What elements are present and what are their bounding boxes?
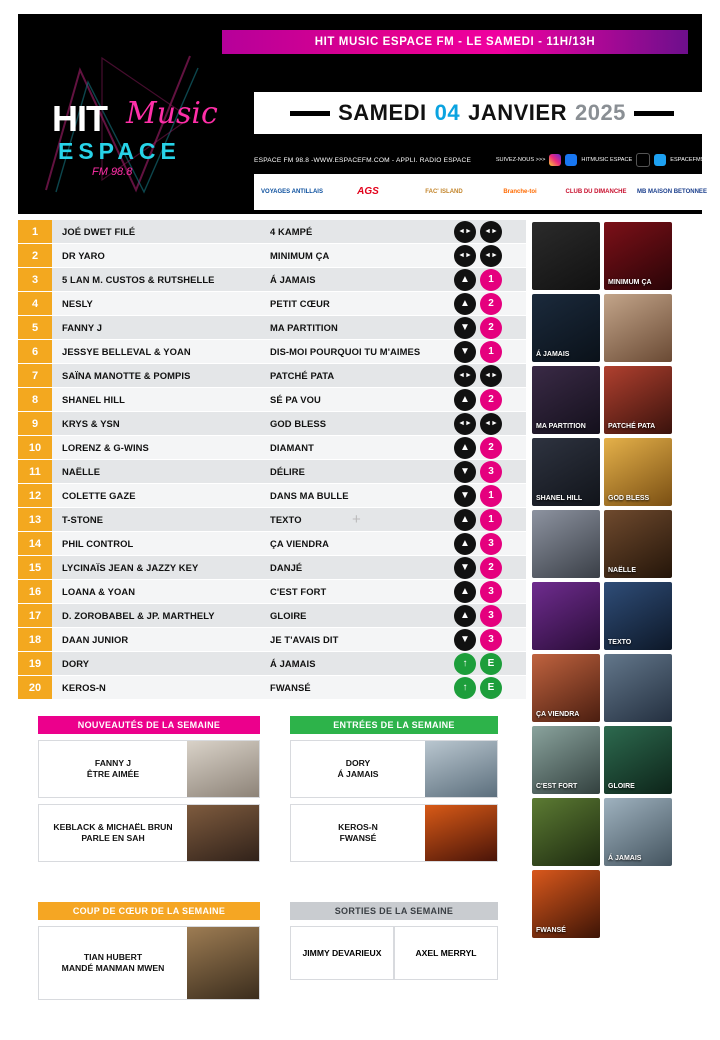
cover-art-label: SHANEL HILL bbox=[536, 494, 583, 502]
weeks-badge: 2 bbox=[480, 389, 502, 411]
table-row bbox=[18, 244, 526, 267]
cover-art bbox=[532, 510, 600, 578]
trend-down-icon: ▼ bbox=[454, 557, 476, 579]
artist-cell: FANNY J bbox=[62, 322, 103, 333]
cover-art bbox=[532, 798, 600, 866]
badge-group bbox=[454, 413, 526, 435]
title-cell: DANS MA BULLE bbox=[270, 490, 349, 501]
trend-down-icon: ▼ bbox=[454, 317, 476, 339]
trend-new-icon: ↑ bbox=[454, 677, 476, 699]
rank-cell: 11 bbox=[18, 460, 52, 483]
follow-label: SUIVEZ-NOUS >>> bbox=[495, 157, 546, 163]
panel-entrees-title: ENTRÉES DE LA SEMAINE bbox=[290, 716, 498, 734]
badge-group bbox=[454, 509, 526, 531]
title-cell: TEXTO bbox=[270, 514, 302, 525]
rank-cell: 6 bbox=[18, 340, 52, 363]
sponsor-strip bbox=[254, 174, 710, 210]
table-row bbox=[18, 604, 526, 627]
cover-art bbox=[604, 582, 672, 650]
row-body bbox=[52, 580, 526, 603]
sponsor-club-du-dimanche: CLUB DU DIMANCHE bbox=[565, 188, 627, 195]
rank-cell: 10 bbox=[18, 436, 52, 459]
table-row bbox=[18, 484, 526, 507]
weeks-badge: ◄► bbox=[480, 221, 502, 243]
panel-nouveautes-title: NOUVEAUTÉS DE LA SEMAINE bbox=[38, 716, 260, 734]
title-cell: FWANSÉ bbox=[270, 682, 311, 693]
artist-cell: COLETTE GAZE bbox=[62, 490, 136, 501]
logo-espace-text: ESPACE bbox=[58, 138, 181, 164]
table-row bbox=[18, 532, 526, 555]
logo-fm-text: FM 98.8 bbox=[92, 166, 133, 178]
panel-sorties bbox=[290, 902, 498, 980]
entree-2-cover bbox=[425, 805, 497, 861]
table-row bbox=[18, 628, 526, 651]
row-body bbox=[52, 460, 526, 483]
trend-down-icon: ▼ bbox=[454, 461, 476, 483]
row-body bbox=[52, 508, 526, 531]
cover-art-label: Á JAMAIS bbox=[536, 350, 570, 358]
entree-2-title: FWANSÉ bbox=[339, 833, 377, 843]
row-body bbox=[52, 340, 526, 363]
rank-cell: 18 bbox=[18, 628, 52, 651]
cover-art-label: GOD BLESS bbox=[608, 494, 650, 502]
rank-cell: 1 bbox=[18, 220, 52, 243]
cover-art bbox=[604, 294, 672, 362]
date-bar bbox=[254, 92, 710, 134]
badge-group bbox=[454, 437, 526, 459]
nouveaute-2-artist: KEBLACK & MICHAËL BRUN bbox=[53, 822, 173, 833]
date-month: JANVIER bbox=[468, 100, 567, 125]
table-row bbox=[18, 556, 526, 579]
weeks-badge: E bbox=[480, 653, 502, 675]
cover-art-label: PATCHÉ PATA bbox=[608, 422, 656, 430]
cover-art-label: Á JAMAIS bbox=[608, 854, 642, 862]
trend-up-icon: ▲ bbox=[454, 533, 476, 555]
trend-equal-icon: ◄► bbox=[454, 413, 476, 435]
trend-down-icon: ▼ bbox=[454, 629, 476, 651]
title-cell: Á JAMAIS bbox=[270, 274, 316, 285]
twitter-handle: ESPACEFM988 bbox=[670, 157, 710, 163]
facebook-icon[interactable] bbox=[565, 154, 577, 166]
entree-1-title: Á JAMAIS bbox=[337, 769, 379, 779]
table-row bbox=[18, 292, 526, 315]
cover-art bbox=[532, 870, 600, 938]
cover-art bbox=[532, 222, 600, 290]
badge-group bbox=[454, 221, 526, 243]
table-row bbox=[18, 676, 526, 699]
artist-cell: PHIL CONTROL bbox=[62, 538, 134, 549]
cover-art-label: NAËLLE bbox=[608, 566, 636, 574]
weeks-badge: 3 bbox=[480, 533, 502, 555]
sponsor-branche-toi: Branche-toi bbox=[503, 188, 537, 195]
row-body bbox=[52, 364, 526, 387]
trend-equal-icon: ◄► bbox=[454, 365, 476, 387]
sponsor-mb: MB MAISON BETONNEE bbox=[637, 188, 707, 195]
sponsor-fac-island: FAC' ISLAND bbox=[425, 188, 463, 195]
tiktok-icon[interactable] bbox=[636, 153, 650, 167]
nouveaute-card-2 bbox=[38, 804, 260, 862]
weeks-badge: 3 bbox=[480, 605, 502, 627]
row-body bbox=[52, 532, 526, 555]
artist-cell: JOÉ DWET FILÉ bbox=[62, 226, 136, 237]
cover-art-label: MA PARTITION bbox=[536, 422, 586, 430]
coup-de-coeur-card bbox=[38, 926, 260, 1000]
cover-art-label: GLOIRE bbox=[608, 782, 635, 790]
rank-cell: 12 bbox=[18, 484, 52, 507]
cover-art bbox=[604, 726, 672, 794]
date-year: 2025 bbox=[574, 100, 626, 125]
rank-cell: 2 bbox=[18, 244, 52, 267]
logo-music-text: Music bbox=[126, 96, 218, 131]
date-rule-left bbox=[290, 111, 330, 116]
artist-cell: D. ZOROBABEL & JP. MARTHELY bbox=[62, 610, 215, 621]
station-logo bbox=[32, 20, 222, 206]
trend-equal-icon: ◄► bbox=[454, 245, 476, 267]
table-row bbox=[18, 436, 526, 459]
date-day-number: 04 bbox=[434, 100, 461, 125]
title-cell: DÉLIRE bbox=[270, 466, 305, 477]
panel-sorties-title: SORTIES DE LA SEMAINE bbox=[290, 902, 498, 920]
weeks-badge: 2 bbox=[480, 437, 502, 459]
trend-up-icon: ▲ bbox=[454, 605, 476, 627]
badge-group bbox=[454, 365, 526, 387]
badge-group bbox=[454, 533, 526, 555]
row-body bbox=[52, 244, 526, 267]
cover-art bbox=[604, 798, 672, 866]
row-body bbox=[52, 676, 526, 699]
title-cell: DANJÉ bbox=[270, 562, 303, 573]
row-body bbox=[52, 292, 526, 315]
table-row bbox=[18, 652, 526, 675]
logo-hit-text: HIT bbox=[52, 98, 107, 139]
row-body bbox=[52, 652, 526, 675]
contact-row bbox=[254, 152, 710, 168]
badge-group bbox=[454, 269, 526, 291]
show-title-bar bbox=[222, 30, 688, 54]
weeks-badge: E bbox=[480, 677, 502, 699]
artist-cell: LOANA & YOAN bbox=[62, 586, 136, 597]
sortie-2: AXEL MERRYL bbox=[394, 926, 498, 980]
badge-group bbox=[454, 245, 526, 267]
trend-down-icon: ▼ bbox=[454, 341, 476, 363]
rank-cell: 3 bbox=[18, 268, 52, 291]
plus-marker: + bbox=[352, 511, 361, 528]
coup-de-coeur-artist: TIAN HUBERT bbox=[83, 952, 143, 963]
weeks-badge: ◄► bbox=[480, 365, 502, 387]
badge-group bbox=[454, 293, 526, 315]
row-body bbox=[52, 628, 526, 651]
badge-group bbox=[454, 389, 526, 411]
badge-group bbox=[454, 461, 526, 483]
rank-cell: 5 bbox=[18, 316, 52, 339]
badge-group bbox=[454, 677, 526, 699]
artist-cell: LORENZ & G-WINS bbox=[62, 442, 149, 453]
rank-cell: 19 bbox=[18, 652, 52, 675]
row-body bbox=[52, 412, 526, 435]
rank-cell: 14 bbox=[18, 532, 52, 555]
weeks-badge: 2 bbox=[480, 293, 502, 315]
rank-cell: 13 bbox=[18, 508, 52, 531]
cover-art bbox=[532, 654, 600, 722]
title-cell: Á JAMAIS bbox=[270, 658, 316, 669]
row-body bbox=[52, 268, 526, 291]
entree-card-2 bbox=[290, 804, 498, 862]
trend-up-icon: ▲ bbox=[454, 581, 476, 603]
cover-art bbox=[532, 438, 600, 506]
table-row bbox=[18, 412, 526, 435]
instagram-icon[interactable] bbox=[549, 154, 561, 166]
weeks-badge: 1 bbox=[480, 509, 502, 531]
trend-up-icon: ▲ bbox=[454, 437, 476, 459]
trend-up-icon: ▲ bbox=[454, 269, 476, 291]
artist-cell: KEROS-N bbox=[62, 682, 106, 693]
cover-art-grid bbox=[532, 222, 704, 938]
artist-cell: SHANEL HILL bbox=[62, 394, 125, 405]
twitter-icon[interactable] bbox=[654, 154, 666, 166]
cover-art-label: MINIMUM ÇA bbox=[608, 278, 652, 286]
badge-group bbox=[454, 605, 526, 627]
title-cell: PATCHÉ PATA bbox=[270, 370, 335, 381]
table-row bbox=[18, 364, 526, 387]
cover-art bbox=[532, 366, 600, 434]
table-row bbox=[18, 388, 526, 411]
date-rule-right bbox=[634, 111, 674, 116]
row-body bbox=[52, 220, 526, 243]
trend-up-icon: ▲ bbox=[454, 509, 476, 531]
title-cell: MA PARTITION bbox=[270, 322, 338, 333]
artist-cell: NESLY bbox=[62, 298, 93, 309]
rank-cell: 7 bbox=[18, 364, 52, 387]
cover-art bbox=[532, 726, 600, 794]
table-row bbox=[18, 340, 526, 363]
nouveaute-2-title: PARLE EN SAH bbox=[81, 833, 145, 843]
weeks-badge: 2 bbox=[480, 557, 502, 579]
sponsor-voyages-antillais: VOYAGES ANTILLAIS bbox=[261, 188, 323, 195]
rank-cell: 16 bbox=[18, 580, 52, 603]
table-row bbox=[18, 508, 526, 531]
cover-art bbox=[532, 582, 600, 650]
trend-new-icon: ↑ bbox=[454, 653, 476, 675]
rank-cell: 20 bbox=[18, 676, 52, 699]
artist-cell: KRYS & YSN bbox=[62, 418, 120, 429]
cover-art bbox=[604, 510, 672, 578]
artist-cell: JESSYE BELLEVAL & YOAN bbox=[62, 346, 191, 357]
rank-cell: 9 bbox=[18, 412, 52, 435]
title-cell: GOD BLESS bbox=[270, 418, 327, 429]
entree-2-artist: KEROS-N bbox=[338, 822, 378, 833]
panel-coup-de-coeur bbox=[38, 902, 260, 1000]
cover-art bbox=[532, 294, 600, 362]
panel-nouveautes bbox=[38, 716, 260, 862]
panel-entrees bbox=[290, 716, 498, 862]
cover-art-label: TEXTO bbox=[608, 638, 632, 646]
badge-group bbox=[454, 341, 526, 363]
row-body bbox=[52, 484, 526, 507]
entree-1-artist: DORY bbox=[345, 758, 371, 769]
badge-group bbox=[454, 629, 526, 651]
title-cell: C'EST FORT bbox=[270, 586, 327, 597]
weeks-badge: 3 bbox=[480, 461, 502, 483]
artist-cell: T-STONE bbox=[62, 514, 104, 525]
weeks-badge: 2 bbox=[480, 317, 502, 339]
entree-card-1 bbox=[290, 740, 498, 798]
trend-equal-icon: ◄► bbox=[454, 221, 476, 243]
row-body bbox=[52, 316, 526, 339]
rank-cell: 17 bbox=[18, 604, 52, 627]
sponsor-ags: AGS bbox=[357, 185, 379, 197]
title-cell: 4 KAMPÉ bbox=[270, 226, 313, 237]
nouveaute-1-title: ÊTRE AIMÉE bbox=[86, 769, 140, 779]
weeks-badge: ◄► bbox=[480, 245, 502, 267]
artist-cell: NAËLLE bbox=[62, 466, 101, 477]
cover-art bbox=[604, 366, 672, 434]
table-row bbox=[18, 220, 526, 243]
date-day-name: SAMEDI bbox=[338, 100, 427, 125]
nouveaute-1-artist: FANNY J bbox=[94, 758, 132, 769]
title-cell: PETIT CŒUR bbox=[270, 298, 330, 309]
artist-cell: SAÏNA MANOTTE & POMPIS bbox=[62, 370, 191, 381]
artist-cell: DAAN JUNIOR bbox=[62, 634, 129, 645]
artist-cell: DORY bbox=[62, 658, 90, 669]
title-cell: DIS-MOI POURQUOI TU M'AIMES bbox=[270, 346, 421, 357]
artist-cell: 5 LAN M. CUSTOS & RUTSHELLE bbox=[62, 274, 215, 285]
title-cell: ÇA VIENDRA bbox=[270, 538, 329, 549]
row-body bbox=[52, 556, 526, 579]
cover-art-label: C'EST FORT bbox=[536, 782, 578, 790]
cover-art-label: ÇA VIENDRA bbox=[536, 710, 580, 718]
table-row bbox=[18, 580, 526, 603]
row-body bbox=[52, 436, 526, 459]
artist-cell: LYCINAÏS JEAN & JAZZY KEY bbox=[62, 562, 199, 573]
title-cell: GLOIRE bbox=[270, 610, 307, 621]
weeks-badge: 1 bbox=[480, 341, 502, 363]
poster-header bbox=[18, 14, 710, 214]
title-cell: DIAMANT bbox=[270, 442, 314, 453]
weeks-badge: 3 bbox=[480, 581, 502, 603]
chart-table bbox=[18, 220, 526, 700]
cover-art bbox=[604, 438, 672, 506]
cover-art bbox=[604, 222, 672, 290]
cover-art bbox=[604, 654, 672, 722]
panel-coup-de-coeur-title: COUP DE CŒUR DE LA SEMAINE bbox=[38, 902, 260, 920]
weeks-badge: 3 bbox=[480, 629, 502, 651]
sortie-1: JIMMY DEVARIEUX bbox=[290, 926, 394, 980]
nouveaute-2-cover bbox=[187, 805, 259, 861]
show-title: HIT MUSIC ESPACE FM - LE SAMEDI - 11H/13H bbox=[314, 36, 596, 48]
entree-1-cover bbox=[425, 741, 497, 797]
cover-art-label: FWANSÉ bbox=[536, 926, 566, 934]
nouveaute-1-cover bbox=[187, 741, 259, 797]
rank-cell: 4 bbox=[18, 292, 52, 315]
coup-de-coeur-cover bbox=[187, 927, 259, 999]
rank-cell: 15 bbox=[18, 556, 52, 579]
table-row bbox=[18, 316, 526, 339]
title-cell: SÉ PA VOU bbox=[270, 394, 321, 405]
badge-group bbox=[454, 557, 526, 579]
badge-group bbox=[454, 485, 526, 507]
rank-cell: 8 bbox=[18, 388, 52, 411]
weeks-badge: 1 bbox=[480, 269, 502, 291]
badge-group bbox=[454, 653, 526, 675]
coup-de-coeur-title: MANDÉ MANMAN MWEN bbox=[61, 963, 165, 973]
table-row bbox=[18, 268, 526, 291]
title-cell: JE T'AVAIS DIT bbox=[270, 634, 339, 645]
facebook-handle: HITMUSIC ESPACE bbox=[581, 157, 633, 163]
weeks-badge: 1 bbox=[480, 485, 502, 507]
nouveaute-card-1 bbox=[38, 740, 260, 798]
row-body bbox=[52, 604, 526, 627]
trend-down-icon: ▼ bbox=[454, 485, 476, 507]
table-row bbox=[18, 460, 526, 483]
contact-text: ESPACE FM 98.8 -WWW.ESPACEFM.COM - APPLI. RADIO ESPACE bbox=[254, 156, 472, 164]
weeks-badge: ◄► bbox=[480, 413, 502, 435]
trend-up-icon: ▲ bbox=[454, 293, 476, 315]
artist-cell: DR YARO bbox=[62, 250, 105, 261]
badge-group bbox=[454, 581, 526, 603]
title-cell: MINIMUM ÇA bbox=[270, 250, 330, 261]
trend-up-icon: ▲ bbox=[454, 389, 476, 411]
badge-group bbox=[454, 317, 526, 339]
row-body bbox=[52, 388, 526, 411]
